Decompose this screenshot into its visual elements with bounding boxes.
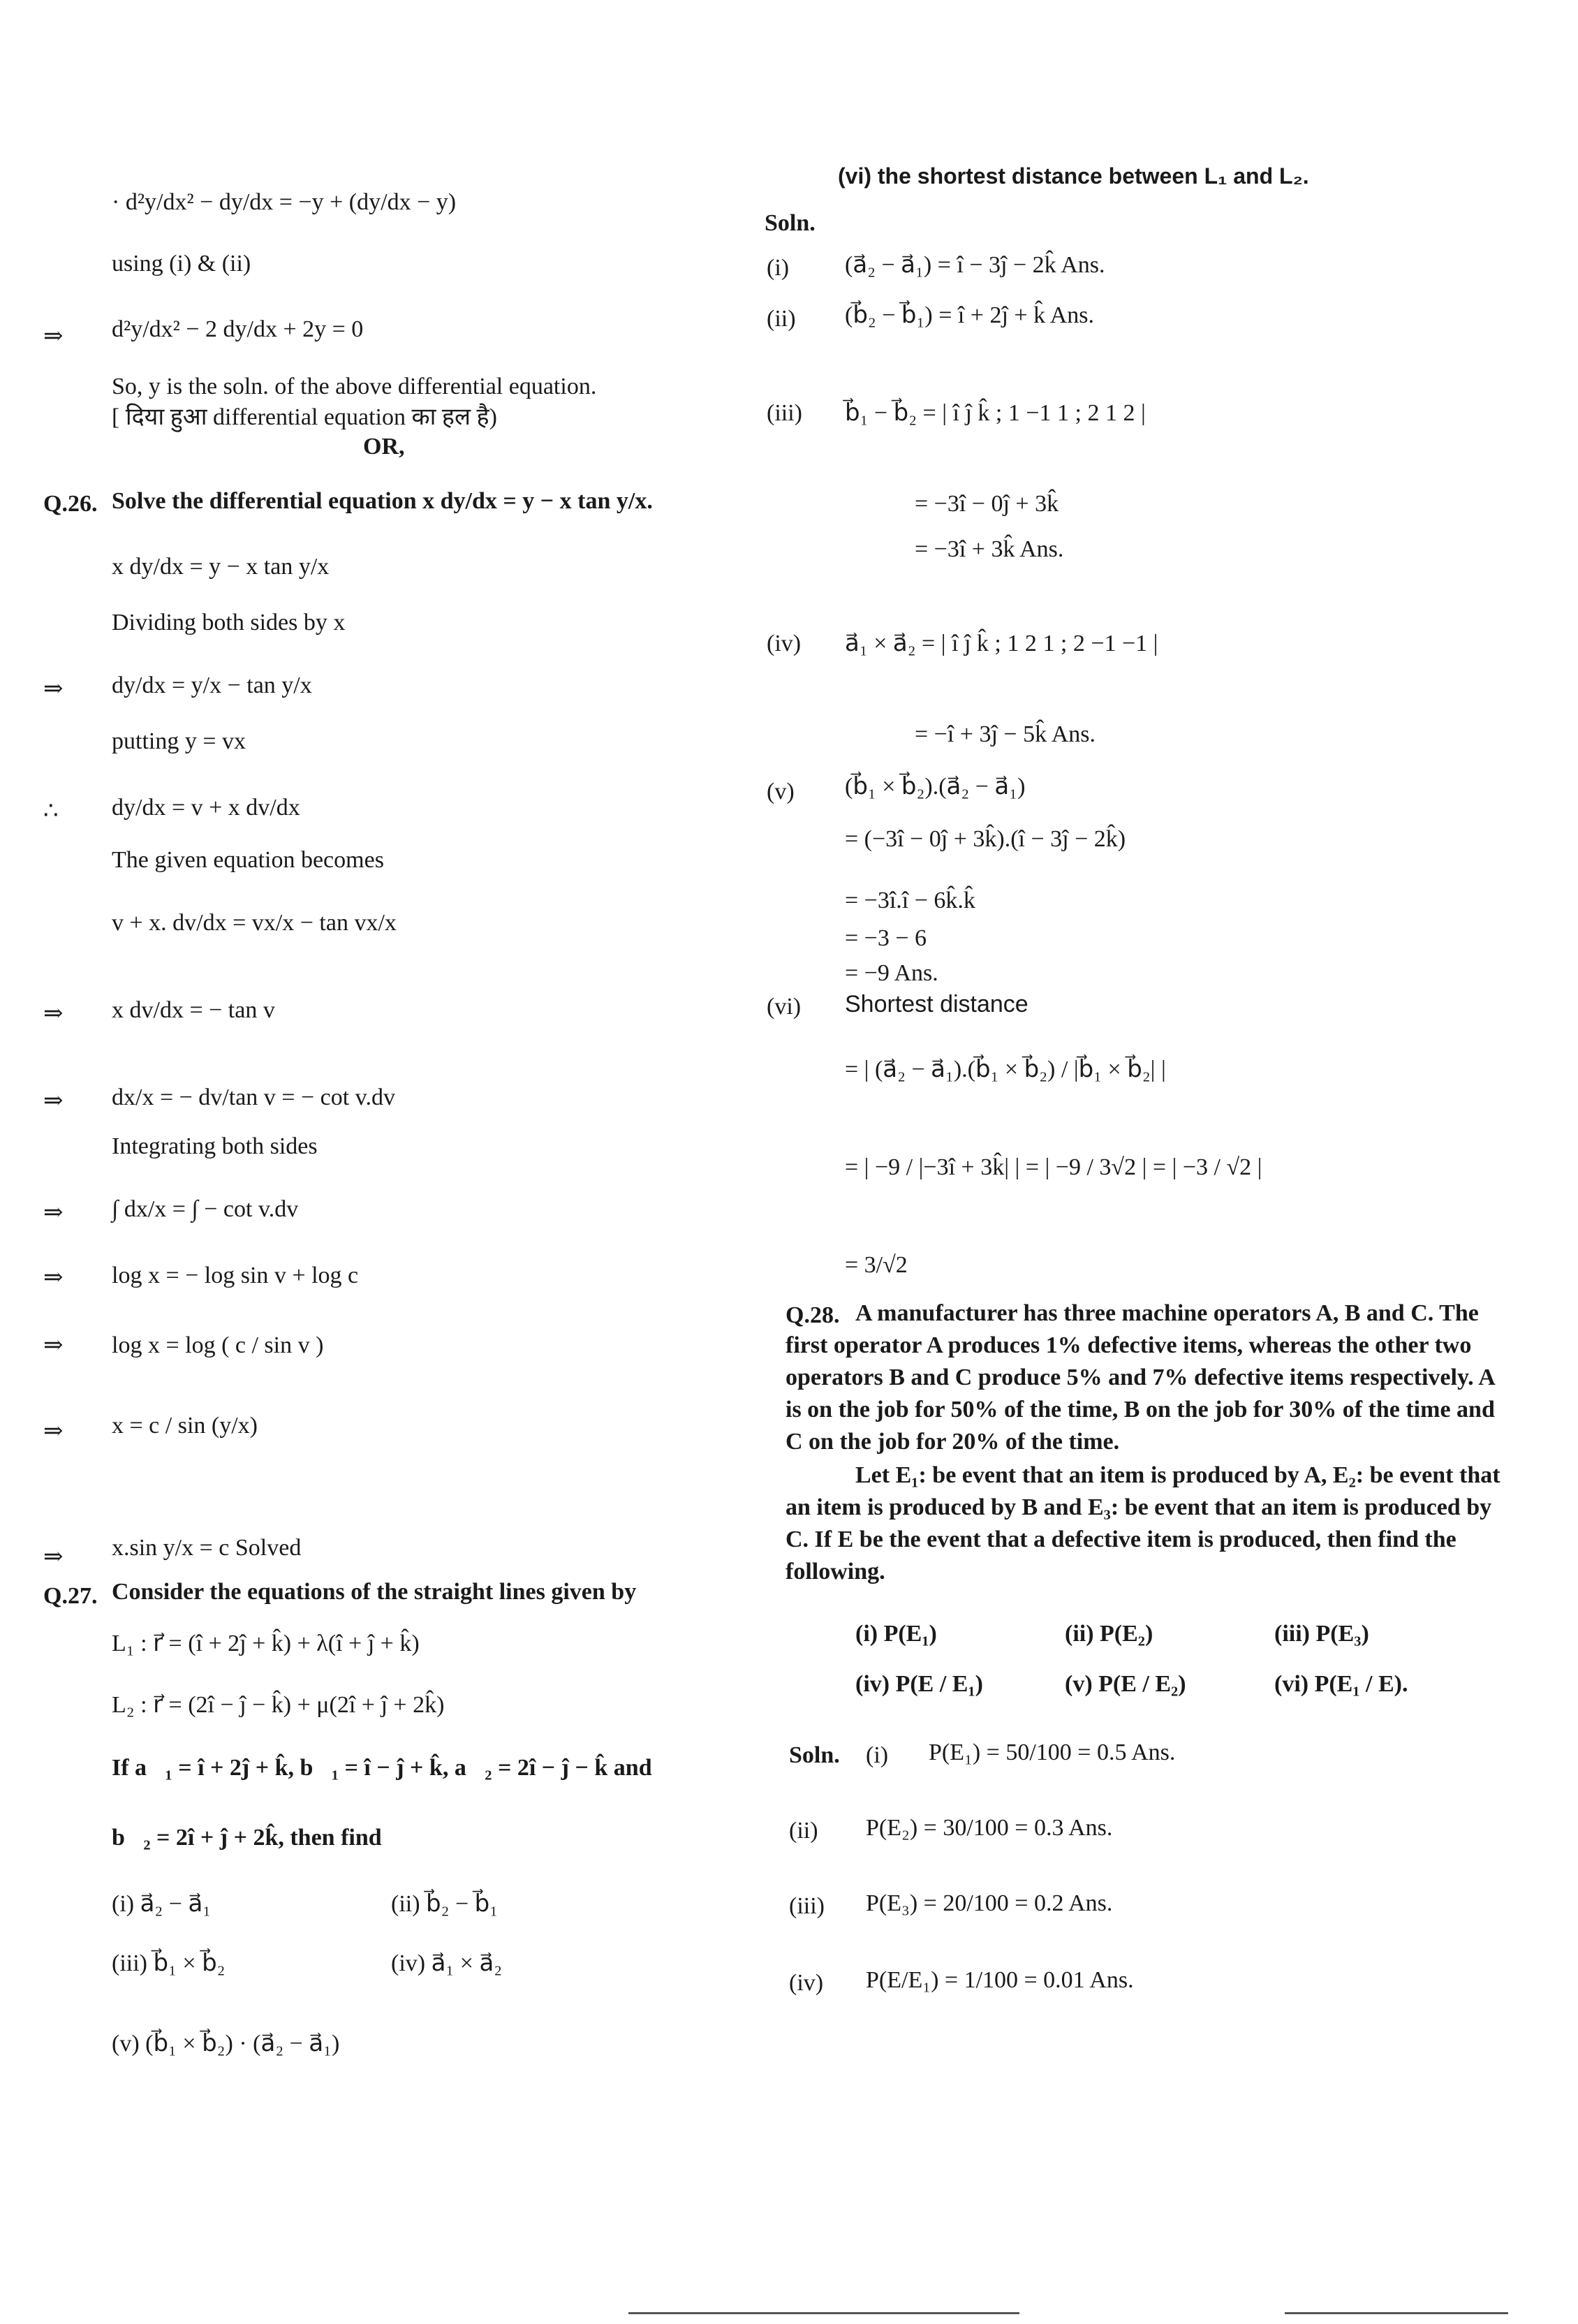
- step-arrow: ⇒: [43, 676, 64, 702]
- step-expr: d²y/dx² − 2 dy/dx + 2y = 0: [112, 316, 364, 342]
- step-arrow: ⇒: [43, 1418, 64, 1444]
- question-number: Q.27.: [43, 1583, 98, 1609]
- step-arrow: ⇒: [43, 1088, 64, 1114]
- step-arrow: ⇒: [43, 323, 64, 349]
- question-number: Q.26.: [43, 491, 98, 517]
- solution-expr: P(E/E₁) = 1/100 = 0.01 Ans.: [866, 1967, 1134, 1993]
- solution-expr: = −3 − 6: [845, 925, 927, 951]
- part-item: (v) P(E / E₂): [1065, 1671, 1186, 1697]
- question-number: Q.28.: [786, 1302, 840, 1328]
- line-equation-2: L₂ : r⃗ = (2î − ĵ − k̂) + μ(2î + ĵ + 2k̂): [112, 1692, 445, 1718]
- part-item: (iii) b⃗₁ × b⃗₂: [112, 1950, 226, 1976]
- step-expr: putting y = vx: [112, 728, 246, 754]
- soln-label: Soln.: [765, 210, 816, 236]
- solution-label: (ii): [789, 1818, 818, 1844]
- step-expr: So, y is the soln. of the above differential equation.: [112, 374, 597, 399]
- step-expr: dy/dx = y/x − tan y/x: [112, 672, 312, 698]
- footer-rule: [628, 2312, 1019, 2314]
- step-expr: v + x. dv/dx = vx/x − tan vx/x: [112, 910, 397, 936]
- part-item: (iv) a⃗₁ × a⃗₂: [391, 1950, 503, 1976]
- solution-expr: Shortest distance: [845, 991, 1028, 1017]
- solution-label: (iv): [767, 631, 802, 656]
- solution-label: (i): [767, 255, 790, 281]
- step-expr: The given equation becomes: [112, 847, 384, 873]
- solution-expr: = −3î.î − 6k̂.k̂: [845, 888, 975, 913]
- q28-parts: [855, 1619, 1484, 1649]
- given-vectors-cont: b⃗₂ = 2î + ĵ + 2k̂, then find: [112, 1825, 382, 1851]
- step-expr: Dividing both sides by x: [112, 610, 346, 635]
- step-expr: · d²y/dx² − dy/dx = −y + (dy/dx − y): [112, 189, 457, 215]
- step-expr: log x = log ( c / sin v ): [112, 1332, 324, 1358]
- soln-label: Soln.: [789, 1742, 840, 1768]
- step-arrow: ⇒: [43, 1544, 64, 1570]
- step-expr: x = c / sin (y/x): [112, 1413, 258, 1439]
- step-expr: log x = − log sin v + log c: [112, 1263, 359, 1288]
- solution-label: (ii): [767, 306, 796, 332]
- q27-parts: [112, 1948, 670, 1979]
- step-arrow: ⇒: [43, 1200, 64, 1226]
- step-arrow: ⇒: [43, 1332, 64, 1358]
- q27-parts: [112, 1889, 670, 1920]
- solution-expr: = −3î + 3k̂ Ans.: [915, 536, 1064, 562]
- step-expr: [ दिया हुआ differential equation का हल है): [112, 404, 497, 430]
- solution-expr: = 3/√2: [845, 1252, 908, 1278]
- question-events: Let E₁: be event that an item is produced by A, E₂: be event that an item is produced by B and E₃: be event that an item is produced by C. If E be the event that a defective item is produced, then find the following.: [786, 1462, 1500, 1584]
- question-text: Solve the differential equation x dy/dx = y − x tan y/x.: [112, 488, 653, 514]
- step-arrow: ∴: [43, 798, 59, 824]
- step-expr: dy/dx = v + x dv/dx: [112, 795, 300, 821]
- part-item: (i) a⃗₂ − a⃗₁: [112, 1891, 212, 1917]
- solution-label: (v): [767, 779, 795, 804]
- solution-expr: = −9 Ans.: [845, 960, 938, 986]
- solution-label: (iii): [789, 1893, 825, 1919]
- part-item: (v) (b⃗₁ × b⃗₂) · (a⃗₂ − a⃗₁): [112, 2031, 340, 2057]
- solution-expr: P(E₃) = 20/100 = 0.2 Ans.: [866, 1890, 1113, 1916]
- solution-expr: = | −9 / |−3î + 3k̂| | = | −9 / 3√2 | = | −3 / √2 |: [845, 1154, 1262, 1180]
- solution-expr: = −î + 3ĵ − 5k̂ Ans.: [915, 721, 1096, 747]
- solution-label: (iv): [789, 1970, 824, 1996]
- part-item: (iii) P(E₃): [1274, 1621, 1369, 1647]
- solution-expr: b⃗₁ − b⃗₂ = | î ĵ k̂ ; 1 −1 1 ; 2 1 2 |: [845, 400, 1146, 426]
- or-label: OR,: [363, 434, 405, 459]
- line-equation-1: L₁ : r⃗ = (î + 2ĵ + k̂) + λ(î + ĵ + k̂): [112, 1631, 420, 1656]
- solution-expr: = | (a⃗₂ − a⃗₁).(b⃗₁ × b⃗₂) / |b⃗₁ × b⃗₂| |: [845, 1057, 1166, 1082]
- step-expr: using (i) & (ii): [112, 251, 251, 277]
- solution-expr: P(E₂) = 30/100 = 0.3 Ans.: [866, 1815, 1113, 1841]
- part-item: (ii) P(E₂): [1065, 1621, 1153, 1647]
- footer-rule: [1285, 2312, 1508, 2314]
- solution-expr: (b⃗₁ × b⃗₂).(a⃗₂ − a⃗₁): [845, 774, 1026, 800]
- solution-label: (vi): [767, 994, 802, 1020]
- step-arrow: ⇒: [43, 1265, 64, 1290]
- given-vectors: If a⃗₁ = î + 2ĵ + k̂, b⃗₁ = î − ĵ + k̂, a⃗₂ = 2î − ĵ − k̂ and: [112, 1755, 652, 1781]
- step-expr: x dy/dx = y − x tan y/x: [112, 554, 330, 580]
- step-expr: dx/x = − dv/tan v = − cot v.dv: [112, 1084, 395, 1110]
- part-item: (i) P(E₁): [855, 1621, 937, 1647]
- part-item: (iv) P(E / E₁): [855, 1671, 983, 1697]
- solution-expr: = −3î − 0ĵ + 3k̂: [915, 491, 1059, 517]
- step-expr: Integrating both sides: [112, 1133, 318, 1159]
- solution-label: (iii): [767, 400, 802, 426]
- step-arrow: ⇒: [43, 1001, 64, 1027]
- part-item: (vi) P(E₁ / E).: [1274, 1671, 1408, 1697]
- question-text: A manufacturer has three machine operators A, B and C. The first operator A produces 1% defective items, whereas the other two operators B and C produce 5% and 7% defective items respectively. A is on the job for 50% of the time, B on the job for 30% of the time and C on the job for 20% of the time.: [786, 1300, 1495, 1455]
- solution-expr: (b⃗₂ − b⃗₁) = î + 2ĵ + k̂ Ans.: [845, 302, 1095, 328]
- solution-expr: a⃗₁ × a⃗₂ = | î ĵ k̂ ; 1 2 1 ; 2 −1 −1 |: [845, 631, 1158, 656]
- solution-expr: = (−3î − 0ĵ + 3k̂).(î − 3ĵ − 2k̂): [845, 826, 1126, 852]
- step-expr: x.sin y/x = c Solved: [112, 1535, 302, 1561]
- solution-expr: (a⃗₂ − a⃗₁) = î − 3ĵ − 2k̂ Ans.: [845, 252, 1105, 278]
- solution-label: (i): [866, 1742, 889, 1768]
- q28-parts: [855, 1669, 1484, 1700]
- solution-expr: P(E₁) = 50/100 = 0.5 Ans.: [929, 1740, 1176, 1765]
- part-vi-text: (vi) the shortest distance between L₁ and L₂.: [838, 163, 1309, 189]
- step-expr: ∫ dx/x = ∫ − cot v.dv: [112, 1196, 299, 1222]
- part-item: (ii) b⃗₂ − b⃗₁: [391, 1891, 499, 1917]
- step-expr: x dv/dx = − tan v: [112, 997, 275, 1023]
- question-text: Consider the equations of the straight lines given by: [112, 1579, 637, 1605]
